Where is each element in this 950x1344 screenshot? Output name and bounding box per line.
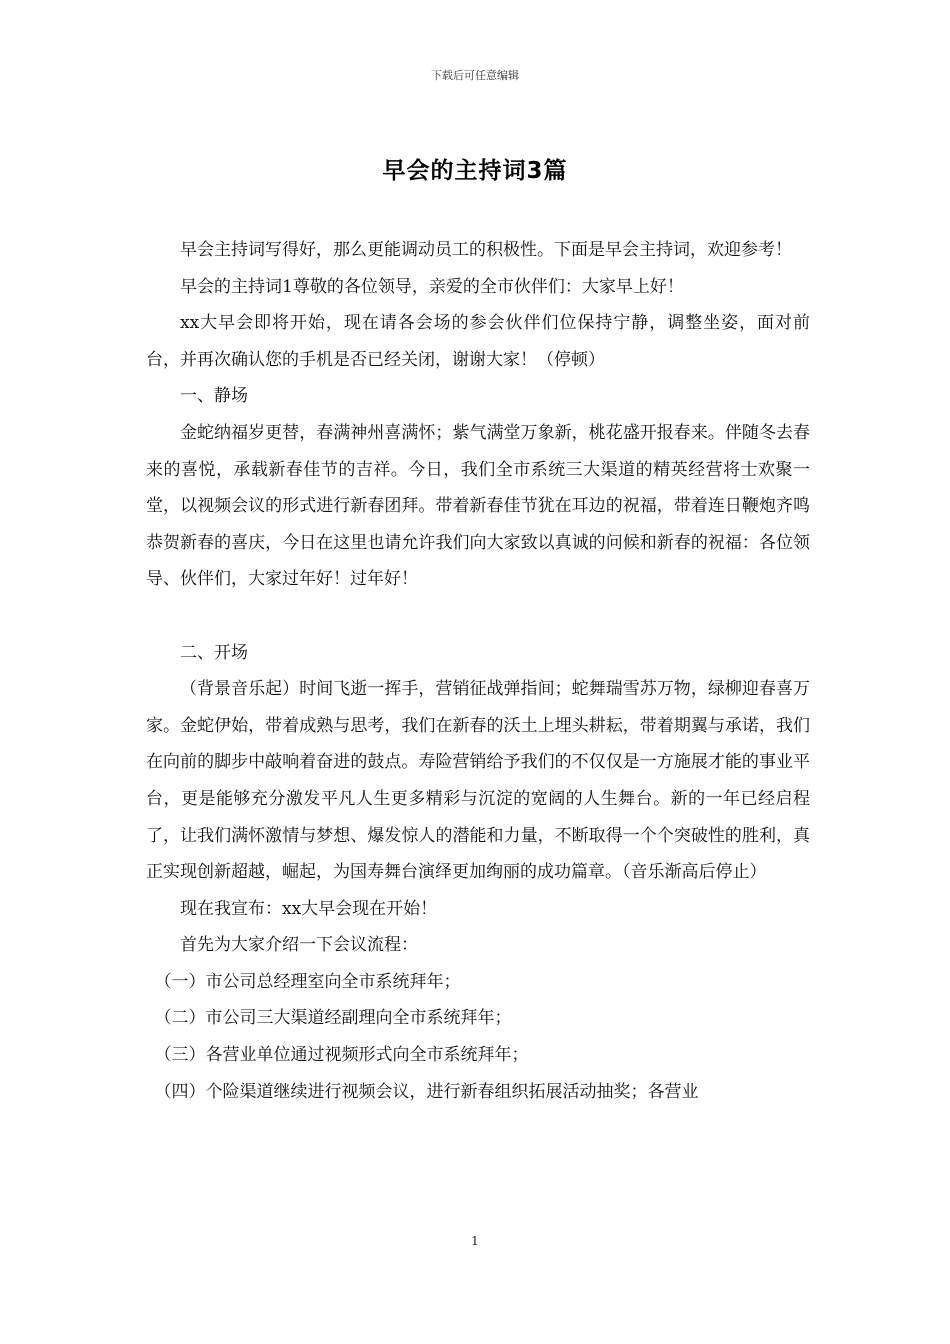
greeting-paragraph: 早会的主持词1尊敬的各位领导，亲爱的全市伙伴们：大家早上好！ xyxy=(180,276,684,297)
section-2-paragraph: （背景音乐起）时间飞逝一挥手，营销征战弹指间；蛇舞瑞雪苏万物，绿柳迎春喜万家。金蛇伊始，带着成熟与思考，我们在新春的沃土上埋头耕耘，带着期翼与承诺，我们在向前的脚步中敲响着奋进的鼓点。寿险营销给予我们的不仅仅是一方施展才能的事业平台，更是能够充分激发平凡人生更多精彩与沉淀的宽阔的人生舞台。新的一年已经启程了，让我们满怀激情与梦想、爆发惊人的潜能和力量，不断取得一个个突破性的胜利，真正实现创新超越，崛起，为国寿舞台演绎更加绚丽的成功篇章。（音乐渐高后停止） xyxy=(146,679,810,883)
agenda-item-3: （三）各营业单位通过视频形式向全市系统拜年； xyxy=(154,1045,529,1066)
section-heading-1: 一、静场 xyxy=(180,386,248,407)
agenda-item-4: （四）个险渠道继续进行视频会议，进行新春组织拓展活动抽奖；各营业 xyxy=(154,1081,699,1102)
opening-paragraph: xx大早会即将开始，现在请各会场的参会伙伴们位保持宁静，调整坐姿，面对前台，并再次确认您的手机是否已经关闭，谢谢大家！（停顿） xyxy=(146,313,810,370)
section-1-paragraph: 金蛇纳福岁更替，春满神州喜满怀；紫气满堂万象新，桃花盛开报春来。伴随冬去春来的喜悦，承载新春佳节的吉祥。今日，我们全市系统三大渠道的精英经营将士欢聚一堂，以视频会议的形式进行新春团拜。带着新春佳节犹在耳边的祝福，带着连日鞭炮齐鸣恭贺新春的喜庆，今日在这里也请允许我们向大家致以真诚的问候和新春的祝福：各位领导、伙伴们，大家过年好！过年好！ xyxy=(146,422,810,590)
page-header: 下载后可任意编辑 xyxy=(431,69,519,82)
page-number: 1 xyxy=(471,1234,479,1248)
blank-line xyxy=(146,598,810,635)
document-title: 早会的主持词3篇 xyxy=(382,158,568,184)
agenda-item-1: （一）市公司总经理室向全市系统拜年； xyxy=(154,971,461,992)
agenda-item-2: （二）市公司三大渠道经副理向全市系统拜年； xyxy=(154,1008,512,1029)
intro-paragraph: 早会主持词写得好，那么更能调动员工的积极性。下面是早会主持词，欢迎参考！ xyxy=(180,240,792,260)
agenda-intro-paragraph: 首先为大家介绍一下会议流程： xyxy=(180,935,418,956)
section-heading-2: 二、开场 xyxy=(180,642,248,663)
document-body xyxy=(146,232,810,1110)
announcement-paragraph: 现在我宣布：xx大早会现在开始！ xyxy=(180,898,438,919)
